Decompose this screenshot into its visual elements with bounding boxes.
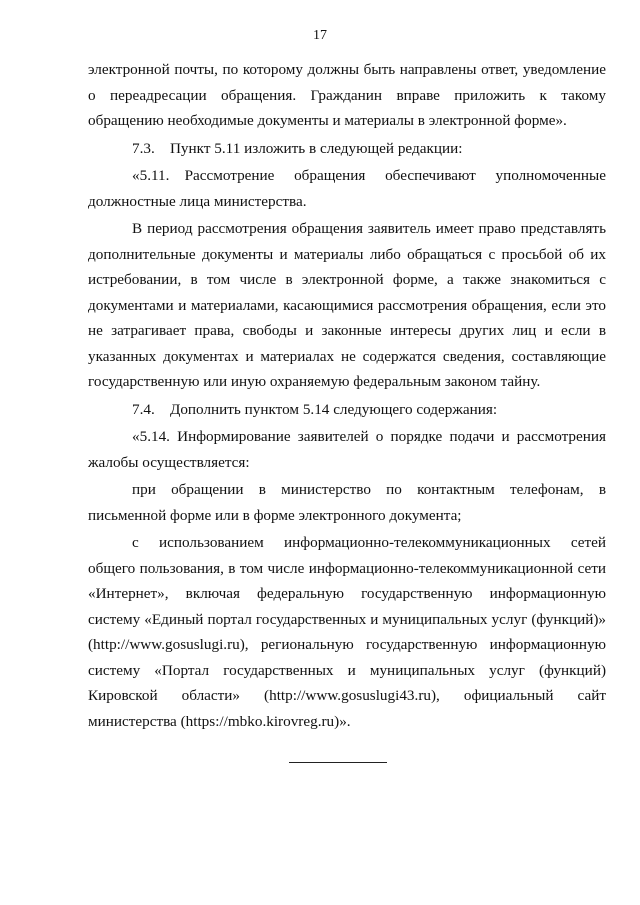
paragraph-clause-5-14: «5.14. Информирование заявителей о порядке подачи и рассмотрения жалобы осуществляется:	[88, 428, 606, 471]
document-body	[88, 57, 606, 734]
paragraph-review-rights: В период рассмотрения обращения заявитель имеет право представлять дополнительные документы и материалы либо обращаться с просьбой об их истребовании, в том числе в электронной форме, а также знакомиться с документами и материалами, касающимися рассмотрения обращения, если это не затрагивает права, свободы и законные интересы других лиц и если в указанных документах и материалах не содержатся сведения, составляющие государственную или иную охраняемую федеральным законом тайну.	[88, 220, 606, 390]
page-number: 17	[313, 28, 327, 43]
paragraph-continuation: электронной почты, по которому должны быть направлены ответ, уведомление о переадресации обращения. Гражданин вправе приложить к такому обращению необходимые документы и материалы в электронной форме».	[88, 61, 606, 129]
end-of-text-rule	[289, 762, 387, 763]
paragraph-contact-methods: при обращении в министерство по контактным телефонам, в письменной форме или в форме электронного документа;	[88, 481, 606, 524]
paragraph-internet-methods: с использованием информационно-телекоммуникационных сетей общего пользования, в том числе информационно-телекоммуникационной сети «Интернет», включая федеральную государственную информационную систему «Единый портал государственных и муниципальных услуг (функций)» (http://www.gosuslugi.ru), региональную государственную информационную систему «Портал государственных и муниципальных услуг (функций) Кировской области» (http://www.gosuslugi43.ru), официальный сайт министерства (https://mbko.kirovreg.ru)».	[88, 534, 606, 730]
paragraph-item-7-4: 7.4. Дополнить пунктом 5.14 следующего содержания:	[132, 400, 498, 418]
paragraph-clause-5-11: «5.11. Рассмотрение обращения обеспечивают уполномоченные должностные лица министерства.	[88, 167, 606, 210]
paragraph-item-7-3: 7.3. Пункт 5.11 изложить в следующей редакции:	[132, 139, 463, 157]
